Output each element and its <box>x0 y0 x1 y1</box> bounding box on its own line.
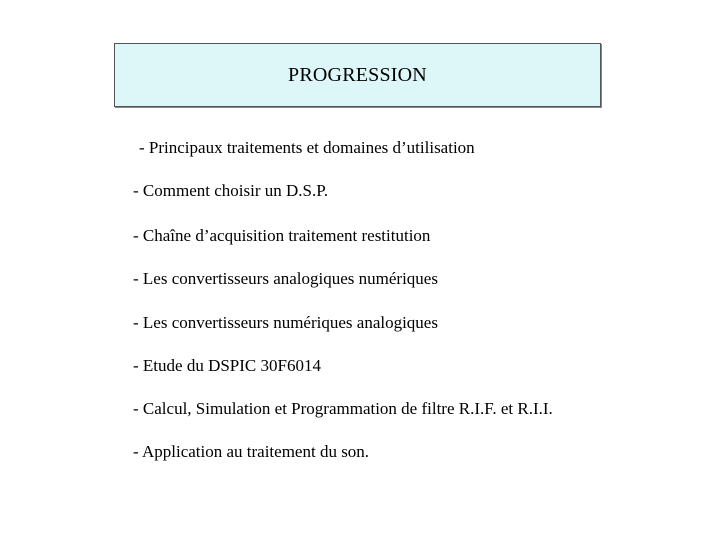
slide-title: PROGRESSION <box>288 63 427 86</box>
topic-item-6: - Etude du DSPIC 30F6014 <box>133 356 321 375</box>
topic-item-5: - Les convertisseurs numériques analogiques <box>133 313 438 332</box>
topic-item-1: - Principaux traitements et domaines d’utilisation <box>139 138 475 157</box>
topic-item-3: - Chaîne d’acquisition traitement restitution <box>133 226 431 245</box>
topic-item-4: - Les convertisseurs analogiques numériques <box>133 269 438 288</box>
topic-item-2: - Comment choisir un D.S.P. <box>133 181 329 200</box>
topic-item-8: - Application au traitement du son. <box>133 442 370 461</box>
topic-item-7: - Calcul, Simulation et Programmation de filtre R.I.F. et R.I.I. <box>133 399 553 418</box>
